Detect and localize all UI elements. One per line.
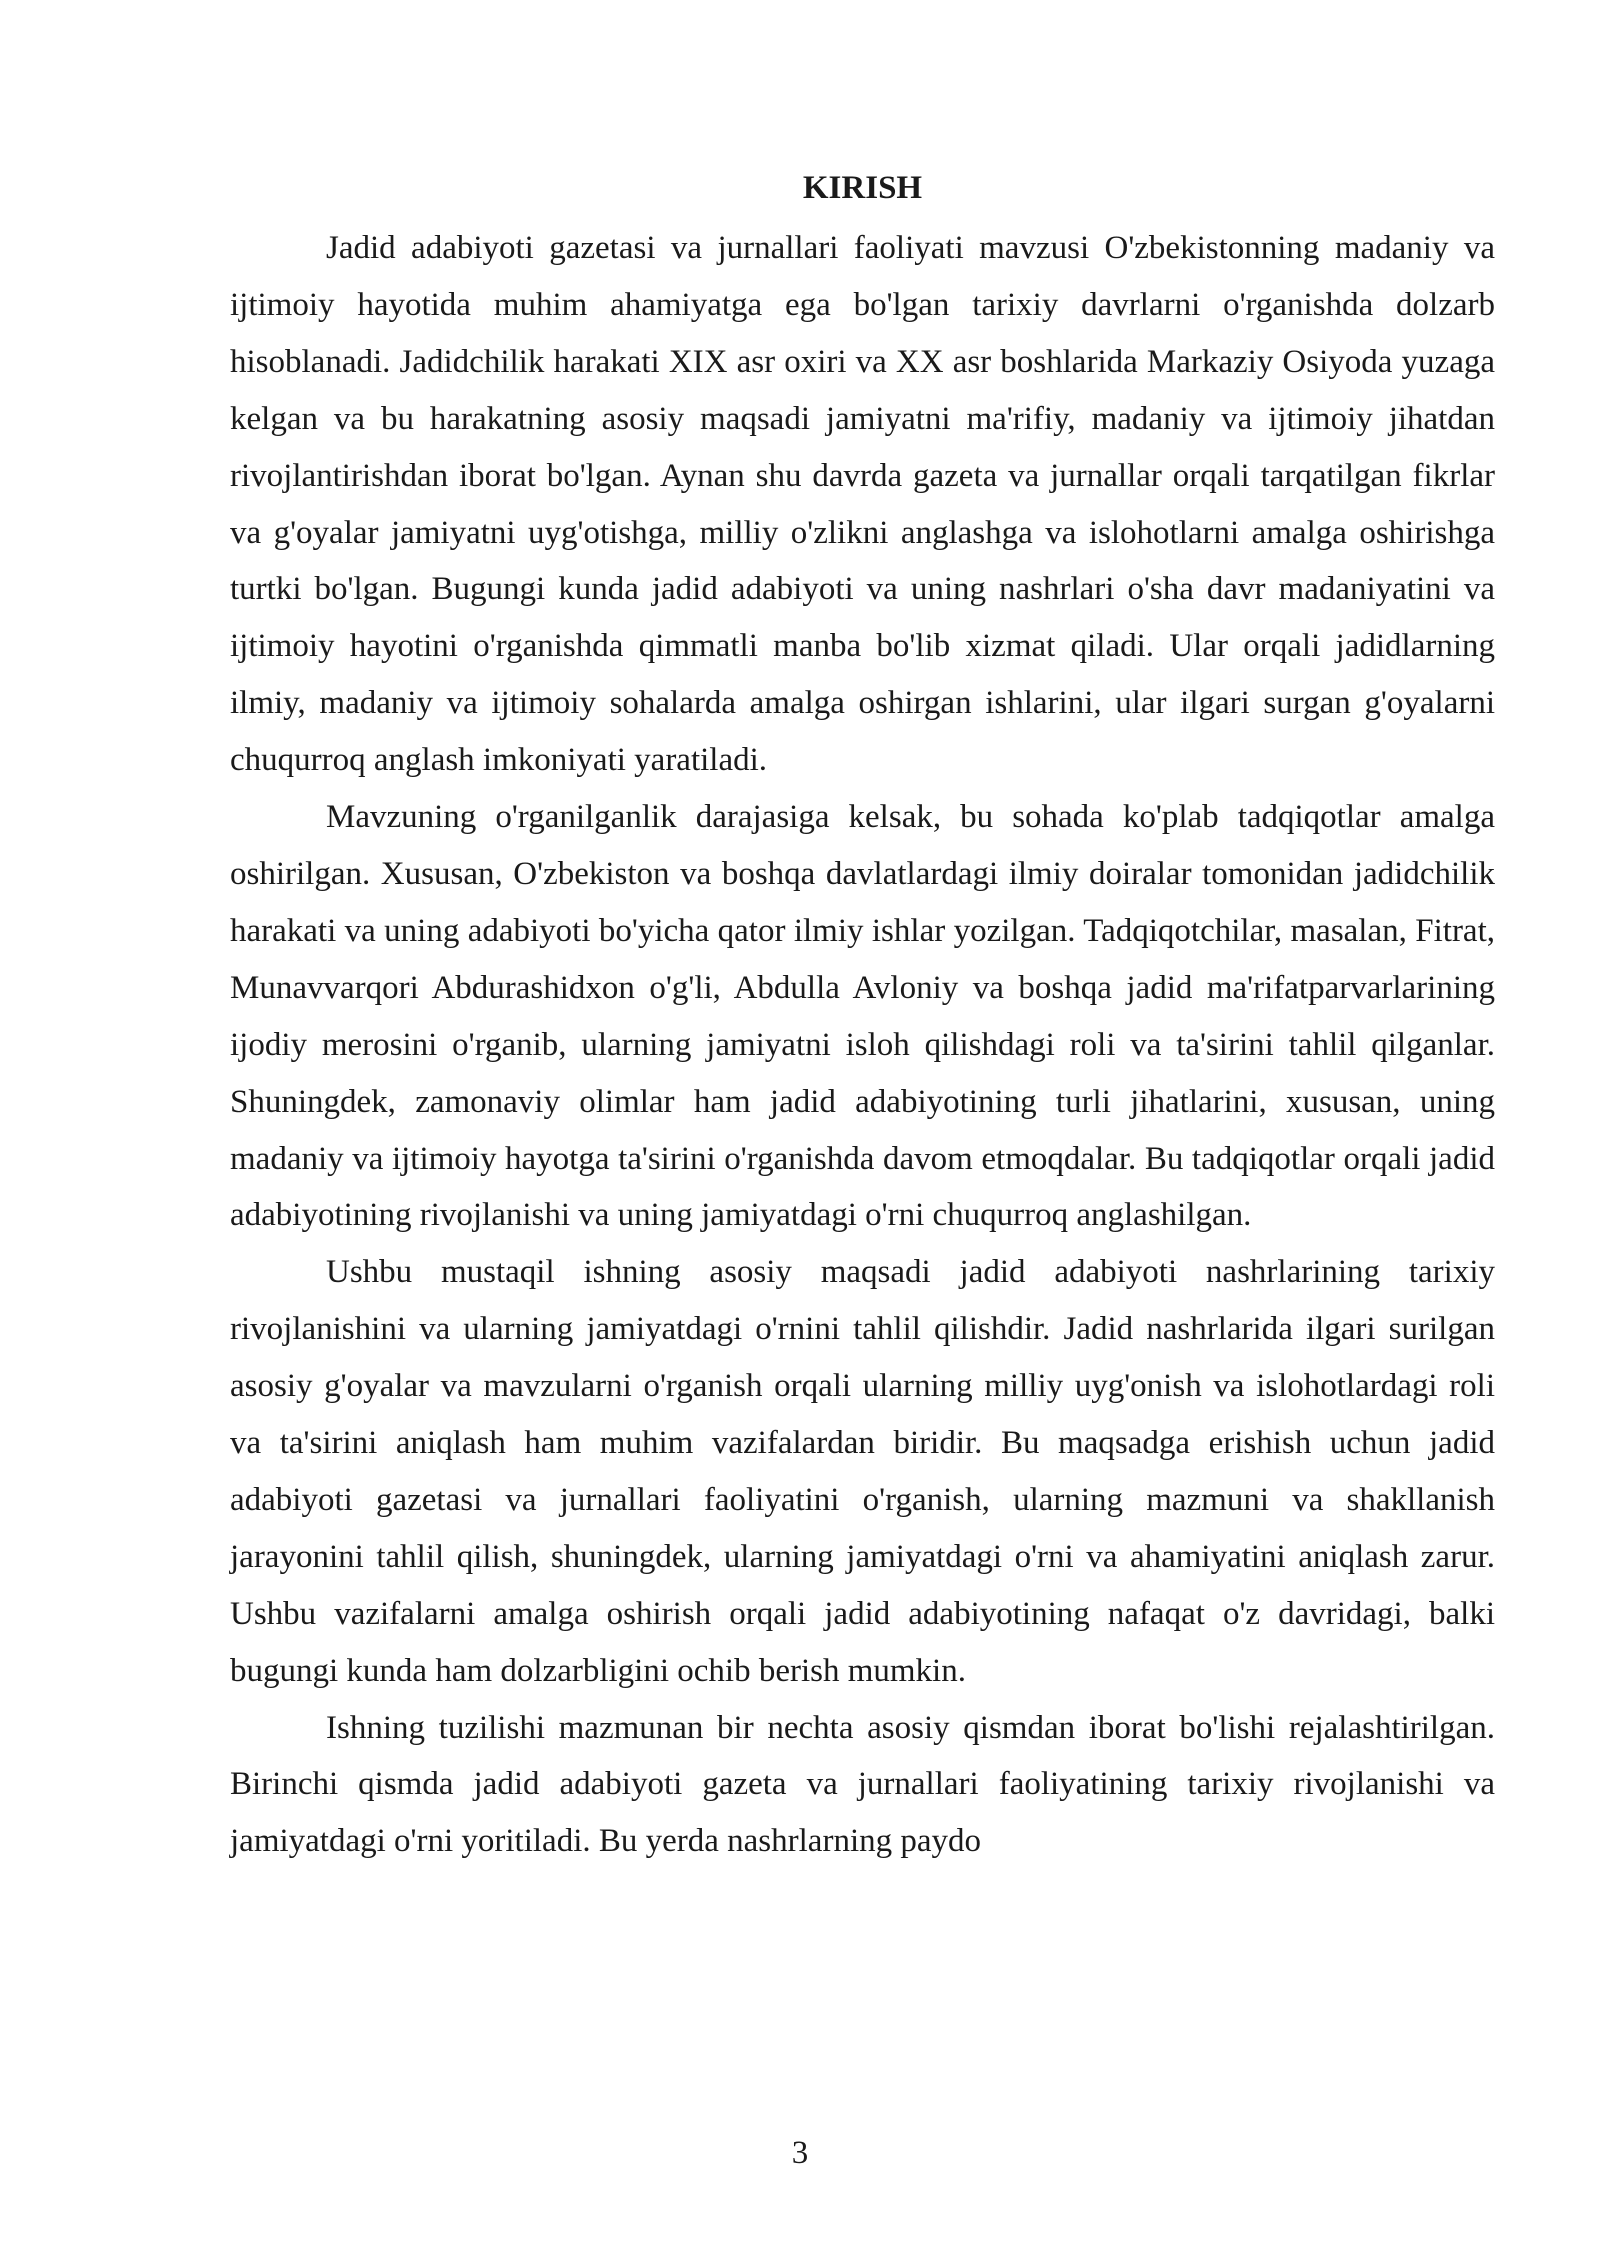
- page-title: KIRISH: [802, 170, 923, 206]
- paragraph-relevance: Jadid adabiyoti gazetasi va jurnallari faoliyati mavzusi O'zbekistonning madaniy va ijtimoiy hayotida muhim ahamiyatga ega bo'lgan tarixiy davrlarni o'rganishda dolzarb hisoblanadi. Jadidchilik harakati XIX asr oxiri va XX asr boshlarida Markaziy Osiyoda yuzaga kelgan va bu harakatning asosiy maqsadi jamiyatni ma'rifiy, madaniy va ijtimoiy jihatdan rivojlantirishdan iborat bo'lgan. Aynan shu davrda gazeta va jurnallar orqali tarqatilgan fikrlar va g'oyalar jamiyatni uyg'otishga, milliy o'zlikni anglashga va islohotlarni amalga oshirishga turtki bo'lgan. Bugungi kunda jadid adabiyoti va uning nashrlari o'sha davr madaniyatini va ijtimoiy hayotini o'rganishda qimmatli manba bo'lib xizmat qiladi. Ular orqali jadidlarning ilmiy, madaniy va ijtimoiy sohalarda amalga oshirgan ishlarini, ular ilgari surgan g'oyalarni chuqurroq anglash imkoniyati yaratiladi.: [230, 230, 1495, 779]
- paragraph-literature-review: Mavzuning o'rganilganlik darajasiga kelsak, bu sohada ko'plab tadqiqotlar amalga oshirilgan. Xususan, O'zbekiston va boshqa davlatlardagi ilmiy doiralar tomonidan jadidchilik harakati va uning adabiyoti bo'yicha qator ilmiy ishlar yozilgan. Tadqiqotchilar, masalan, Fitrat, Munavvarqori Abdurashidxon o'g'li, Abdulla Avloniy va boshqa jadid ma'rifatparvarlarining ijodiy merosini o'rganib, ularning jamiyatni isloh qilishdagi roli va ta'sirini tahlil qilganlar. Shuningdek, zamonaviy olimlar ham jadid adabiyotining turli jihatlarini, xususan, uning madaniy va ijtimoiy hayotga ta'sirini o'rganishda davom etmoqdalar. Bu tadqiqotlar orqali jadid adabiyotining rivojlanishi va uning jamiyatdagi o'rni chuqurroq anglashilgan.: [230, 799, 1495, 1234]
- page-number: 3: [791, 2135, 809, 2171]
- paragraph-structure: Ishning tuzilishi mazmunan bir nechta asosiy qismdan iborat bo'lishi rejalashtirilgan. Birinchi qismda jadid adabiyoti gazeta va jurnallari faoliyatining tarixiy rivojlanishi va jamiyatdagi o'rni yoritiladi. Bu yerda nashrlarning paydo: [230, 1709, 1495, 1860]
- page-content: [230, 160, 1495, 1870]
- paragraph-goals: Ushbu mustaqil ishning asosiy maqsadi jadid adabiyoti nashrlarining tarixiy rivojlanishini va ularning jamiyatdagi o'rnini tahlil qilishdir. Jadid nashrlarida ilgari surilgan asosiy g'oyalar va mavzularni o'rganish orqali ularning milliy uyg'onish va islohotlardagi roli va ta'sirini aniqlash ham muhim vazifalardan biridir. Bu maqsadga erishish uchun jadid adabiyoti gazetasi va jurnallari faoliyatini o'rganish, ularning mazmuni va shakllanish jarayonini tahlil qilish, shuningdek, ularning jamiyatdagi o'rni va ahamiyatini aniqlash zarur. Ushbu vazifalarni amalga oshirish orqali jadid adabiyotining nafaqat o'z davridagi, balki bugungi kunda ham dolzarbligini ochib berish mumkin.: [230, 1254, 1495, 1689]
